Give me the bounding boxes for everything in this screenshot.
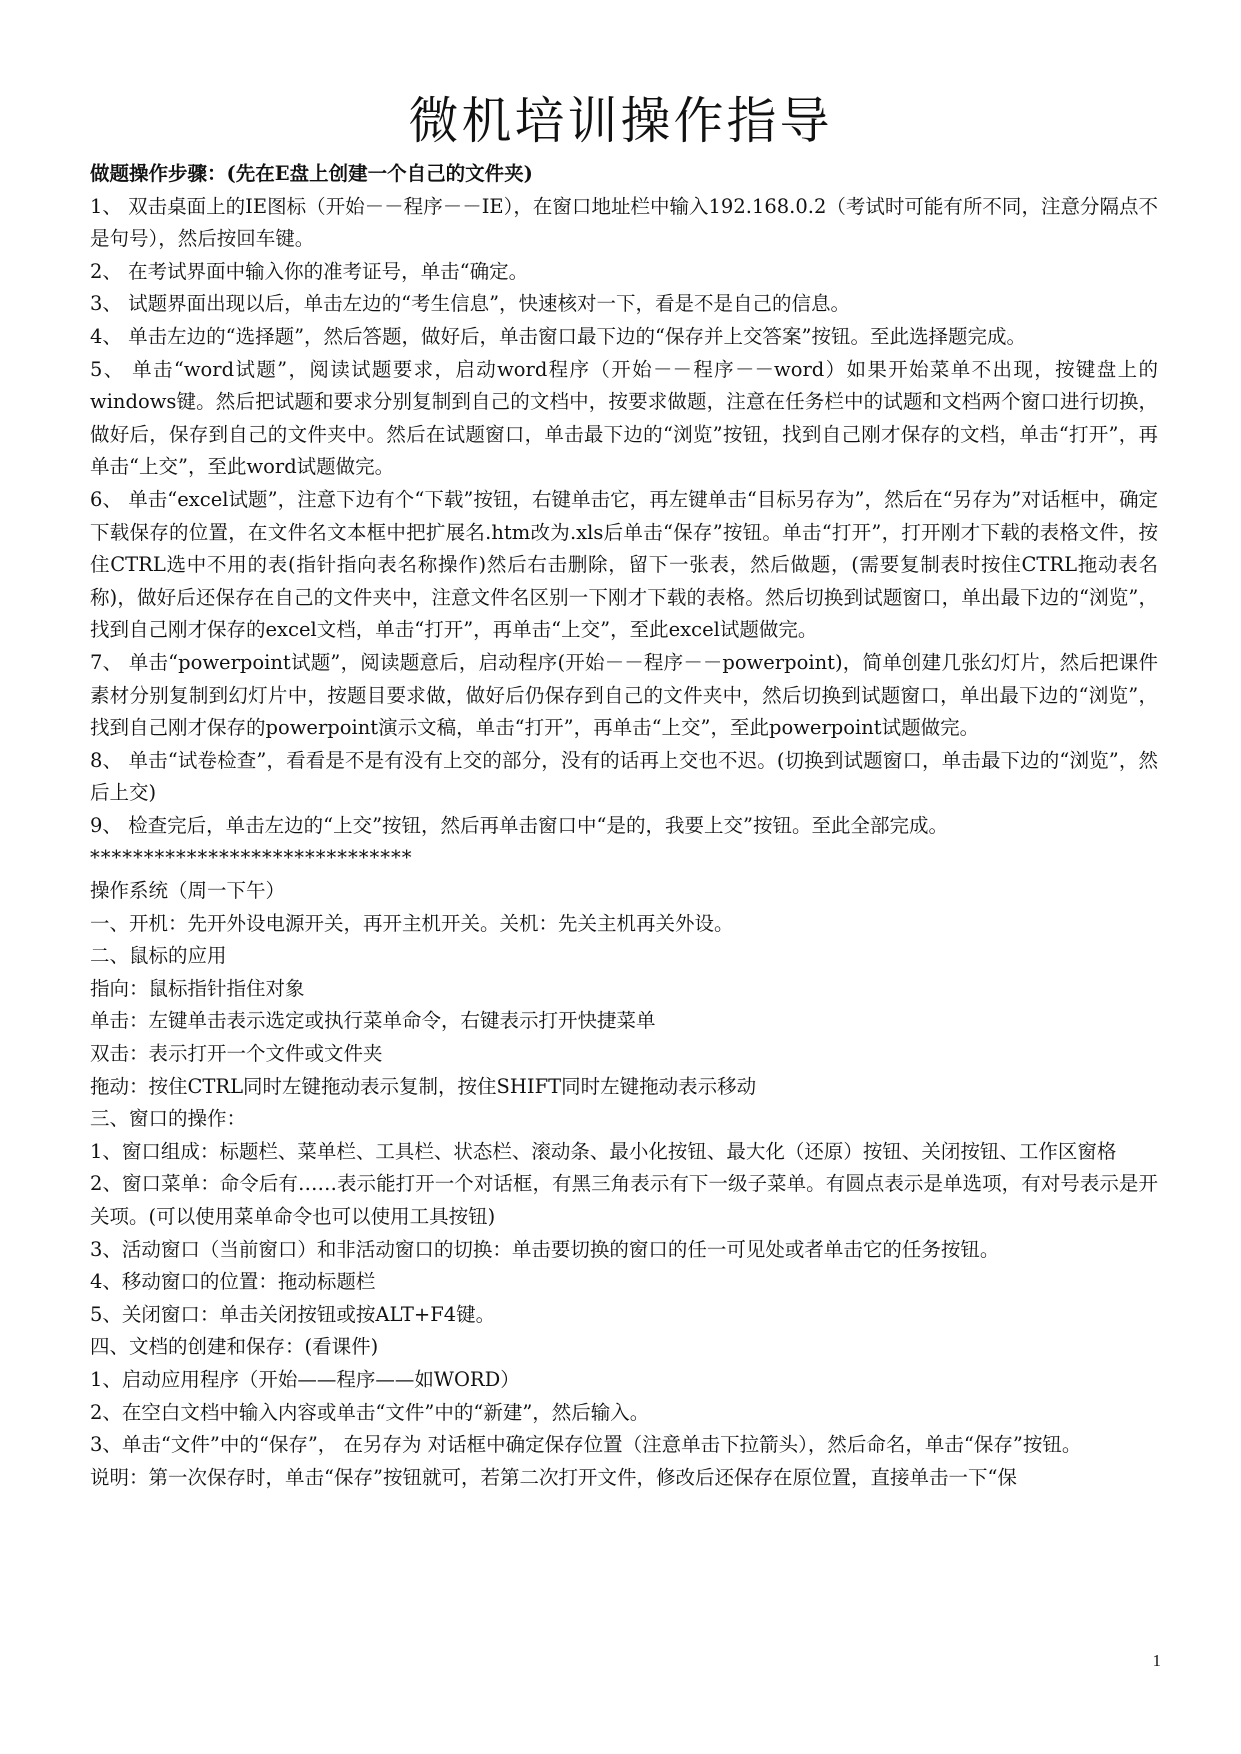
window-ops-heading: 三、窗口的操作： bbox=[90, 1107, 247, 1131]
separator-stars: ****************************** bbox=[90, 846, 413, 870]
step-7: 7、 单击“powerpoint试题”，阅读题意后，启动程序(开始－－程序－－powerpoint)，简单创建几张幻灯片，然后把课件素材分别复制到幻灯片中，按题目要求做，做好后仍保存到自己的文件夹中，然后切换到试题窗口，单出最下边的“浏览”， 找到自己刚才保存的powerpoint演示文稿，单击“打开”，再单击“上交”，至此powerpoint试题做完。 bbox=[90, 650, 1158, 740]
step-5: 5、 单击“word试题”，阅读试题要求，启动word程序（开始－－程序－－word）如果开始菜单不出现，按键盘上的windows键。然后把试题和要求分别复制到自己的文档中，按要求做题，注意在任务栏中的试题和文档两个窗口进行切换，做好后，保存到自己的文件夹中。然后在试题窗口，单击最下边的“浏览”按钮，找到自己刚才保存的文档，单击“打开”，再单击“上交”，至此word试题做完。 bbox=[90, 357, 1158, 479]
os-section-title: 操作系统（周一下午） bbox=[90, 879, 286, 903]
step-3: 3、 试题界面出现以后，单击左边的“考生信息”，快速核对一下，看是不是自己的信息。 bbox=[90, 292, 851, 316]
window-item-2: 2、窗口菜单：命令后有……表示能打开一个对话框，有黑三角表示有下一级子菜单。有圆点表示是单选项，有对号表示是开关项。(可以使用菜单命令也可以使用工具按钮) bbox=[90, 1172, 1158, 1228]
step-6: 6、 单击“excel试题”，注意下边有个“下载”按钮，右键单击它，再左键单击“目标另存为”，然后在“另存为”对话框中，确定下载保存的位置，在文件名文本框中把扩展名.htm改为.xls后单击“保存”按钮。单击“打开”，打开刚才下载的表格文件，按住CTRL选中不用的表(指针指向表名称操作)然后右击删除，留下一张表，然后做题，(需要复制表时按住CTRL拖动表名称)，做好后还保存在自己的文件夹中，注意文件名区别一下刚才下载的表格。然后切换到试题窗口，单出最下边的“浏览”， 找到自己刚才保存的excel文档，单击“打开”，再单击“上交”，至此excel试题做完。 bbox=[90, 487, 1158, 642]
step-2: 2、 在考试界面中输入你的准考证号，单击“确定。 bbox=[90, 259, 529, 283]
document-title: 微机培训操作指导 bbox=[408, 92, 833, 150]
step-8: 8、 单击“试卷检查”，看看是不是有没有上交的部分，没有的话再上交也不迟。(切换到试题窗口，单击最下边的“浏览”，然后上交) bbox=[90, 748, 1158, 805]
window-item-5: 5、关闭窗口：单击关闭按钮或按ALT+F4键。 bbox=[90, 1302, 496, 1326]
mouse-click: 单击：左键单击表示选定或执行菜单命令，右键表示打开快捷菜单 bbox=[90, 1009, 656, 1033]
doc-item-1: 1、启动应用程序（开始——程序——如WORD） bbox=[90, 1367, 520, 1391]
window-item-4: 4、移动窗口的位置：拖动标题栏 bbox=[90, 1270, 376, 1294]
window-item-3: 3、活动窗口（当前窗口）和非活动窗口的切换：单击要切换的窗口的任一可见处或者单击它的任务按钮。 bbox=[90, 1237, 1000, 1261]
document-body bbox=[90, 158, 1158, 1494]
step-1: 1、 双击桌面上的IE图标（开始－－程序－－IE），在窗口地址栏中输入192.168.0.2（考试时可能有所不同，注意分隔点不是句号），然后按回车键。 bbox=[90, 194, 1158, 251]
power-on-off: 一、开机：先开外设电源开关，再开主机开关。关机：先关主机再关外设。 bbox=[90, 911, 734, 935]
doc-note: 说明：第一次保存时，单击“保存”按钮就可，若第二次打开文件，修改后还保存在原位置，直接单击一下“保 bbox=[90, 1465, 1017, 1489]
mouse-point: 指向：鼠标指针指住对象 bbox=[90, 976, 305, 1000]
mouse-heading: 二、鼠标的应用 bbox=[90, 944, 227, 968]
section-heading: 做题操作步骤：(先在E盘上创建一个自己的文件夹) bbox=[90, 162, 533, 185]
window-item-1: 1、窗口组成：标题栏、菜单栏、工具栏、状态栏、滚动条、最小化按钮、最大化（还原）按钮、关闭按钮、工作区窗格 bbox=[90, 1139, 1117, 1163]
mouse-double-click: 双击：表示打开一个文件或文件夹 bbox=[90, 1042, 383, 1066]
step-4: 4、 单击左边的“选择题”，然后答题，做好后，单击窗口最下边的“保存并上交答案”按钮。至此选择题完成。 bbox=[90, 324, 1026, 348]
mouse-drag: 拖动：按住CTRL同时左键拖动表示复制，按住SHIFT同时左键拖动表示移动 bbox=[90, 1074, 757, 1098]
step-9: 9、 检查完后，单击左边的“上交”按钮，然后再单击窗口中“是的，我要上交”按钮。至此全部完成。 bbox=[90, 813, 948, 837]
doc-create-heading: 四、文档的创建和保存：(看课件) bbox=[90, 1335, 379, 1359]
doc-item-3: 3、单击“文件”中的“保存”， 在另存为 对话框中确定保存位置（注意单击下拉箭头），然后命名，单击“保存”按钮。 bbox=[90, 1433, 1082, 1457]
doc-item-2: 2、在空白文档中输入内容或单击“文件”中的“新建”，然后输入。 bbox=[90, 1400, 650, 1424]
page-number: 1 bbox=[1152, 1651, 1161, 1670]
